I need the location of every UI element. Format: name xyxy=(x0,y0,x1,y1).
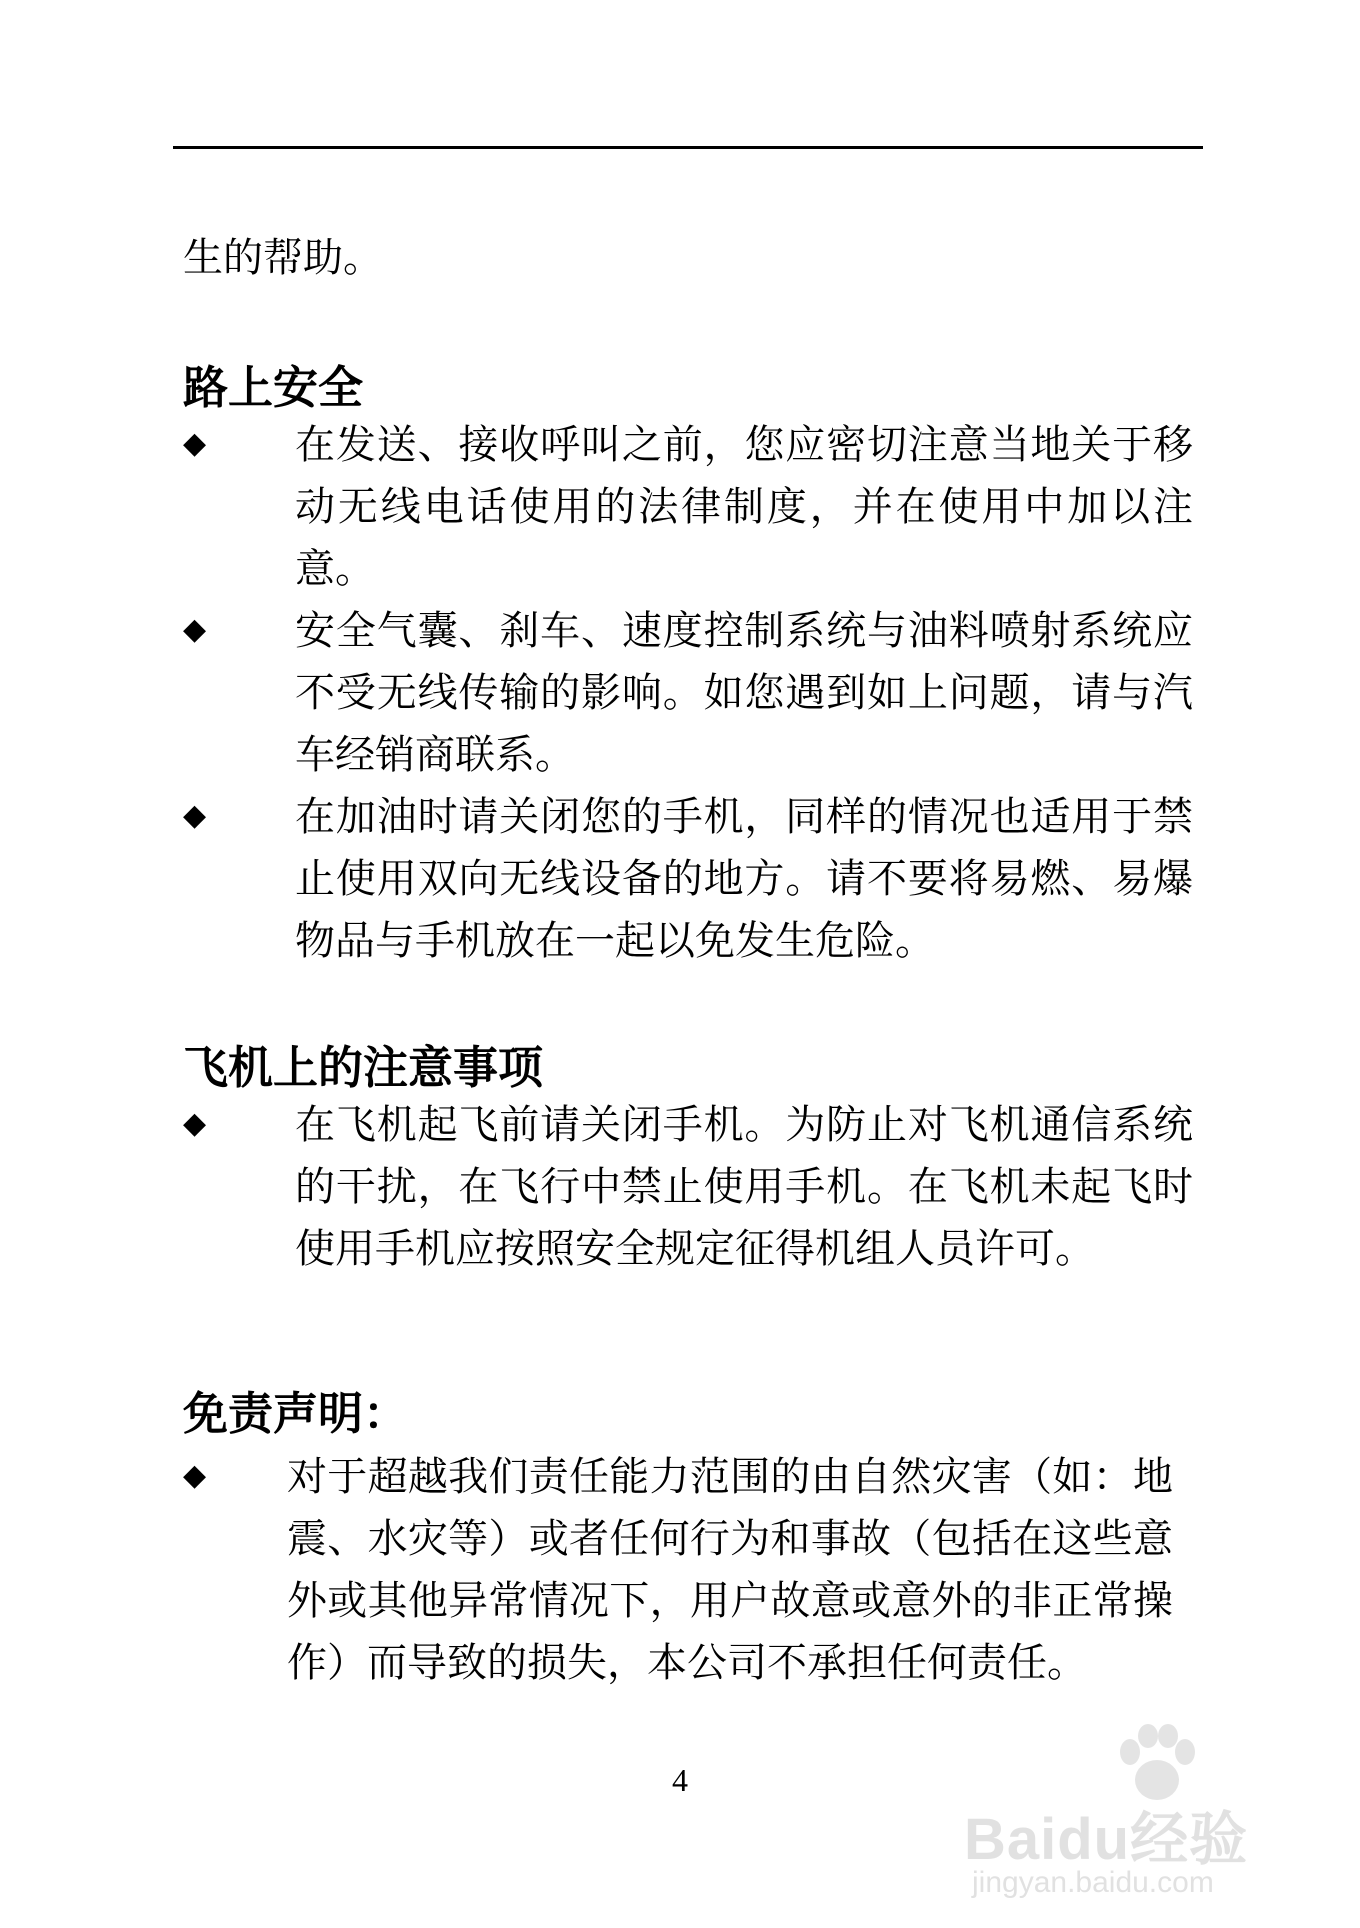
section-title-road-safety: 路上安全 xyxy=(183,361,364,414)
list-item xyxy=(183,1446,1193,1756)
bullet-diamond-icon: ◆ xyxy=(183,1106,207,1141)
list-item xyxy=(183,414,1193,600)
watermark-brand: Baidu经验 xyxy=(964,1807,1249,1872)
list-item-text: 在发送、接收呼叫之前，您应密切注意当地关于移动无线电话使用的法律制度，并在使用中加以注意。 xyxy=(295,422,1193,592)
list-item xyxy=(183,1094,1193,1344)
watermark xyxy=(960,1720,1300,1910)
section-title-aircraft: 飞机上的注意事项 xyxy=(183,1041,544,1094)
list-item xyxy=(183,600,1193,786)
list-item-text: 对于超越我们责任能力范围的由自然灾害（如：地震、水灾等）或者任何行为和事故（包括在这些意外或其他异常情况下，用户故意或意外的非正常操作）而导致的损失，本公司不承担任何责任。 xyxy=(287,1454,1173,1686)
list-item-text: 在加油时请关闭您的手机，同样的情况也适用于禁止使用双向无线设备的地方。请不要将易燃、易爆物品与手机放在一起以免发生危险。 xyxy=(295,794,1193,964)
header-rule xyxy=(173,146,1203,149)
continuation-text: 生的帮助。 xyxy=(183,235,383,281)
bullet-diamond-icon: ◆ xyxy=(183,1458,207,1493)
page-number: 4 xyxy=(672,1762,688,1798)
bullet-diamond-icon: ◆ xyxy=(183,798,207,833)
watermark-url: jingyan.baidu.com xyxy=(972,1866,1214,1899)
list-item-text: 在飞机起飞前请关闭手机。为防止对飞机通信系统的干扰，在飞行中禁止使用手机。在飞机未起飞时使用手机应按照安全规定征得机组人员许可。 xyxy=(295,1102,1193,1272)
bullet-diamond-icon: ◆ xyxy=(183,426,207,461)
section-title-disclaimer: 免责声明： xyxy=(183,1387,409,1440)
bullet-diamond-icon: ◆ xyxy=(183,612,207,647)
list-item xyxy=(183,786,1193,972)
list-item-text: 安全气囊、刹车、速度控制系统与油料喷射系统应不受无线传输的影响。如您遇到如上问题，请与汽车经销商联系。 xyxy=(295,608,1193,778)
